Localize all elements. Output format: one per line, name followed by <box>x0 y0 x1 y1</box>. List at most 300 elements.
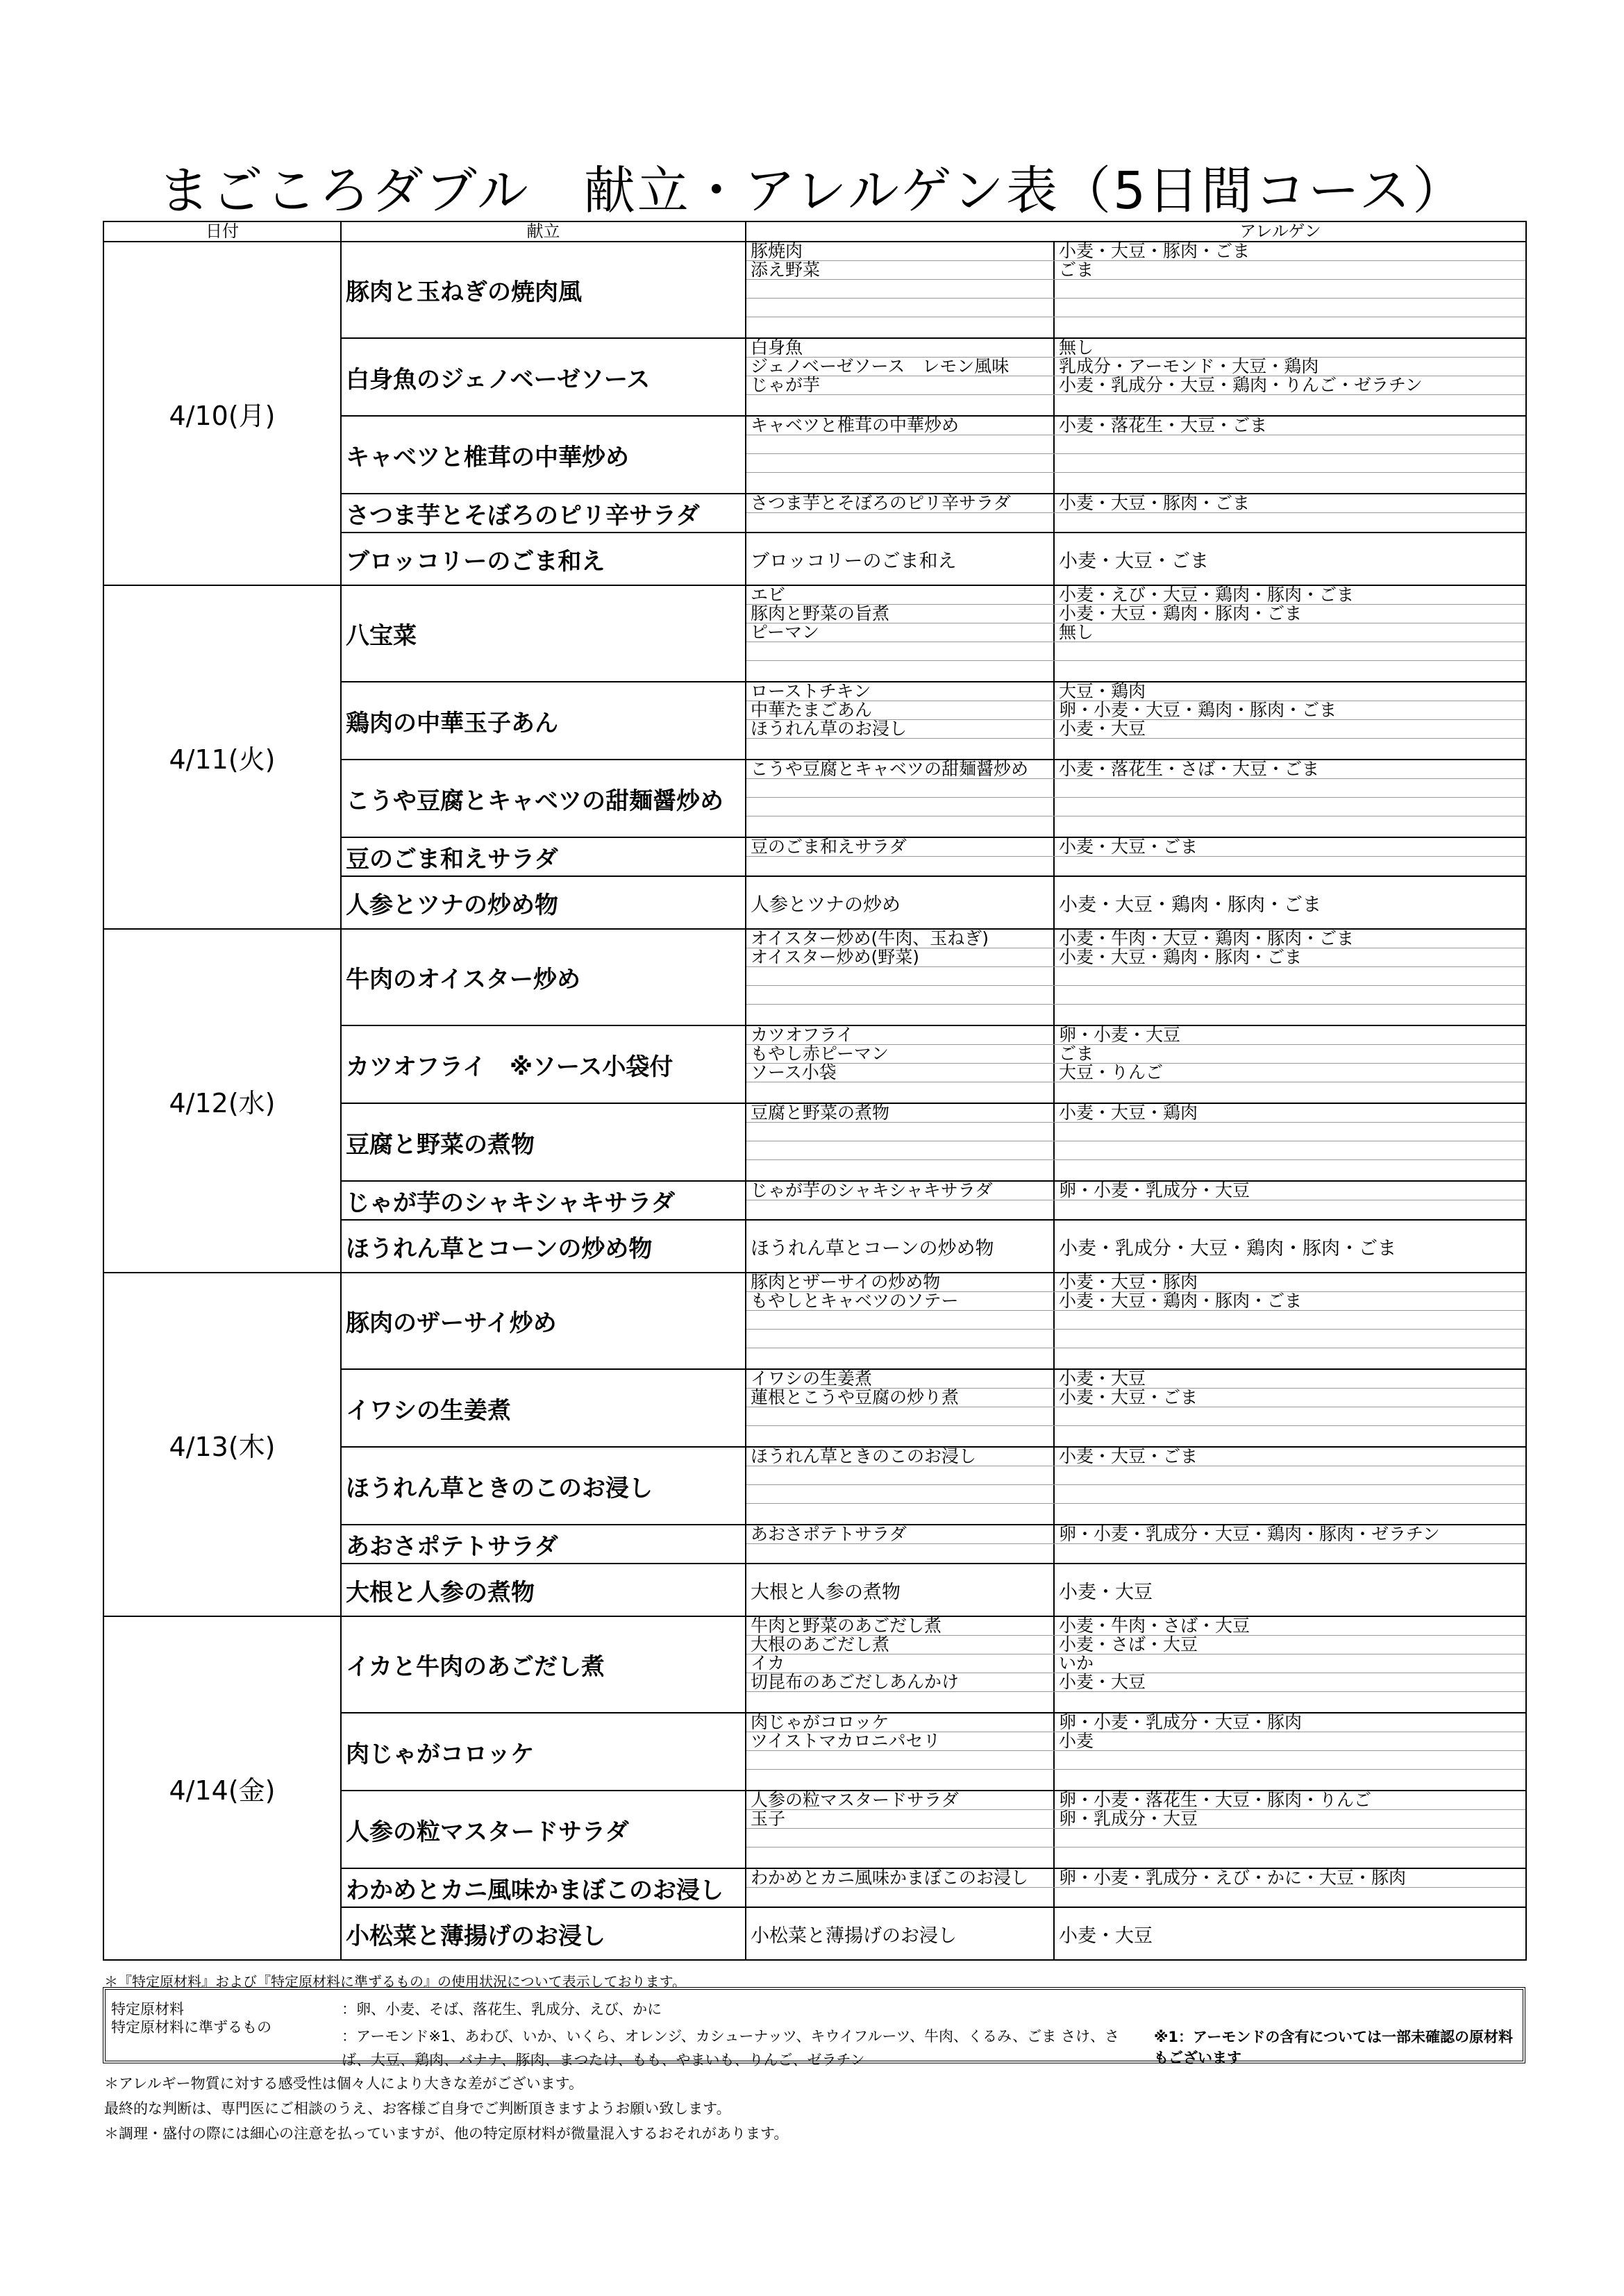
component-cell <box>746 416 1526 494</box>
component-name: ブロッコリーのごま和え <box>746 533 1055 585</box>
component-name <box>746 1005 1055 1025</box>
footer-note-2: 最終的な判断は、専門医にご相談のうえ、お客様ご自身でご判断頂きますようお願い致します。 <box>104 2100 731 2117</box>
component-allergens <box>1055 1311 1525 1329</box>
component-allergens: 卵・小麦・乳成分・えび・かに・大豆・豚肉 <box>1059 1869 1407 1887</box>
table-row <box>103 585 1526 682</box>
component-allergens <box>1055 967 1525 985</box>
component-name <box>746 1200 1055 1219</box>
dish-name: 豆腐と野菜の煮物 <box>341 1103 746 1181</box>
component-line <box>746 1426 1525 1446</box>
component-allergens <box>1055 513 1525 532</box>
component-name <box>746 1311 1055 1329</box>
component-allergens <box>1055 1200 1525 1219</box>
component-allergens: 小麦・大豆・鶏肉・豚肉・ごま <box>1059 605 1303 623</box>
dish-name: ほうれん草ときのこのお浸し <box>341 1447 746 1525</box>
component-line <box>746 816 1525 837</box>
component-allergens: 小麦 <box>1059 1732 1094 1750</box>
component-name: 人参とツナの炒め <box>746 877 1055 928</box>
component-allergens: 小麦・大豆・鶏肉・豚肉・ごま <box>1059 1292 1303 1310</box>
component-line <box>746 513 1525 532</box>
header-allergen-label: アレルゲン <box>1239 221 1321 241</box>
component-name: もやしとキャベツのソテー <box>746 1292 1055 1310</box>
table-row <box>103 929 1526 1025</box>
component-cell <box>746 1273 1526 1369</box>
component-name <box>746 661 1055 681</box>
component-allergens <box>1055 454 1525 472</box>
component-name: 豆腐と野菜の煮物 <box>746 1104 1055 1122</box>
component-name: オイスター炒め(野菜) <box>746 948 1055 966</box>
component-name: ほうれん草ときのこのお浸し <box>746 1448 1055 1466</box>
component-line <box>746 1045 1525 1064</box>
component-name <box>746 299 1055 317</box>
date-cell: 4/12(水) <box>103 929 341 1273</box>
component-line <box>746 1292 1525 1311</box>
component-name: 大根と人参の煮物 <box>746 1564 1055 1616</box>
component-allergens: ごま <box>1059 261 1094 279</box>
component-line <box>746 1348 1525 1368</box>
footer-note-1: ＊アレルギー物質に対する感受性は個々人により大きな差がございます。 <box>104 2075 583 2092</box>
component-line <box>746 1636 1525 1654</box>
dish-name: 豚肉のザーサイ炒め <box>341 1273 746 1369</box>
component-name: オイスター炒め(牛肉、玉ねぎ) <box>746 930 1055 948</box>
component-name: 豆のごま和えサラダ <box>746 838 1055 856</box>
component-allergens: 小麦・さば・大豆 <box>1059 1636 1198 1654</box>
component-name: じゃが芋のシャキシャキサラダ <box>746 1182 1055 1200</box>
component-allergens <box>1055 661 1525 681</box>
component-cell <box>746 1616 1526 1713</box>
component-line <box>746 1504 1525 1524</box>
component-line <box>746 1770 1525 1790</box>
component-name <box>746 317 1055 337</box>
component-allergens <box>1055 798 1525 816</box>
date-cell: 4/13(木) <box>103 1273 341 1616</box>
component-line <box>746 1525 1525 1544</box>
dish-name: わかめとカニ風味かまぼこのお浸し <box>341 1868 746 1907</box>
component-cell <box>746 837 1526 876</box>
component-name: ツイストマカロニパセリ <box>746 1732 1055 1750</box>
component-name <box>746 967 1055 985</box>
component-line <box>746 1005 1525 1025</box>
dish-name: 人参の粒マスタードサラダ <box>341 1791 746 1868</box>
component-name: さつま芋とそぼろのピリ辛サラダ <box>746 494 1055 512</box>
dish-name: ブロッコリーのごま和え <box>341 533 746 585</box>
component-name <box>746 642 1055 660</box>
component-name <box>746 1123 1055 1141</box>
component-line <box>746 1564 1525 1616</box>
component-allergens <box>1055 1426 1525 1446</box>
legend-box <box>103 1987 1525 2068</box>
component-name: 切昆布のあごだしあんかけ <box>746 1673 1055 1691</box>
component-name: ローストチキン <box>746 682 1055 701</box>
component-name: ジェノベーゼソース レモン風味 <box>746 358 1055 376</box>
component-line <box>746 1485 1525 1504</box>
component-name <box>746 1847 1055 1868</box>
component-cell <box>746 585 1526 682</box>
component-allergens <box>1055 317 1525 337</box>
dish-name: イワシの生姜煮 <box>341 1369 746 1447</box>
component-line <box>746 1104 1525 1123</box>
component-line <box>746 280 1525 299</box>
component-allergens: 小麦・乳成分・大豆・鶏肉・豚肉・ごま <box>1059 1237 1396 1259</box>
component-allergens <box>1055 280 1525 298</box>
component-allergens <box>1055 986 1525 1004</box>
component-name: ほうれん草とコーンの炒め物 <box>746 1221 1055 1272</box>
component-name: 蓮根とこうや豆腐の炒り煮 <box>746 1389 1055 1407</box>
component-allergens: 卵・小麦・落花生・大豆・豚肉・りんご <box>1059 1791 1372 1809</box>
component-allergens <box>1055 299 1525 317</box>
component-line <box>746 1829 1525 1847</box>
component-line <box>746 376 1525 395</box>
component-name: ピーマン <box>746 623 1055 642</box>
component-allergens: 小麦・大豆・ごま <box>1059 1389 1198 1407</box>
component-cell <box>746 1713 1526 1791</box>
component-name: エビ <box>746 586 1055 604</box>
component-name <box>746 1544 1055 1563</box>
component-cell <box>746 682 1526 760</box>
component-line <box>746 1064 1525 1082</box>
dish-name: 八宝菜 <box>341 585 746 682</box>
component-name <box>746 435 1055 453</box>
component-allergens: 大豆・鶏肉 <box>1059 682 1146 701</box>
component-allergens <box>1055 1082 1525 1103</box>
component-line <box>746 739 1525 759</box>
component-line <box>746 417 1525 435</box>
component-name <box>746 857 1055 875</box>
dish-name: キャベツと椎茸の中華炒め <box>341 416 746 494</box>
component-line <box>746 1869 1525 1888</box>
component-allergens <box>1055 1485 1525 1503</box>
component-line <box>746 1448 1525 1466</box>
component-name: イワシの生姜煮 <box>746 1370 1055 1388</box>
component-line <box>746 948 1525 967</box>
component-line <box>746 1617 1525 1636</box>
component-line <box>746 454 1525 473</box>
dish-name: じゃが芋のシャキシャキサラダ <box>341 1181 746 1220</box>
component-line <box>746 1311 1525 1330</box>
component-name <box>746 1466 1055 1484</box>
component-line <box>746 986 1525 1005</box>
component-allergens: 小麦・大豆・鶏肉・豚肉・ごま <box>1059 948 1303 966</box>
component-line <box>746 1673 1525 1692</box>
component-allergens: 小麦・乳成分・大豆・鶏肉・りんご・ゼラチン <box>1059 376 1423 394</box>
dish-name: 大根と人参の煮物 <box>341 1564 746 1616</box>
component-allergens <box>1055 816 1525 837</box>
component-line <box>746 642 1525 661</box>
component-allergens <box>1055 1544 1525 1563</box>
component-allergens: 無し <box>1059 623 1094 642</box>
component-allergens: 小麦・大豆・ごま <box>1059 1448 1198 1466</box>
component-allergens <box>1055 435 1525 453</box>
component-name <box>746 513 1055 532</box>
component-cell <box>746 1868 1526 1907</box>
component-allergens: 小麦・大豆・鶏肉・豚肉・ごま <box>1059 894 1321 916</box>
component-name <box>746 1426 1055 1446</box>
component-line <box>746 435 1525 454</box>
component-name: 小松菜と薄揚げのお浸し <box>746 1908 1055 1959</box>
dish-name: あおさポテトサラダ <box>341 1525 746 1564</box>
component-line <box>746 242 1525 261</box>
component-line <box>746 877 1525 928</box>
component-name <box>746 1692 1055 1712</box>
component-name <box>746 473 1055 493</box>
component-name <box>746 280 1055 298</box>
component-cell <box>746 1025 1526 1103</box>
component-name: ソース小袋 <box>746 1064 1055 1082</box>
component-name: イカ <box>746 1654 1055 1673</box>
component-name: 肉じゃがコロッケ <box>746 1713 1055 1732</box>
component-allergens: 小麦・えび・大豆・鶏肉・豚肉・ごま <box>1059 586 1355 604</box>
component-name <box>746 1082 1055 1103</box>
legend-label-specific: 特定原材料 <box>111 2001 184 2018</box>
menu-allergen-table <box>103 221 1527 1961</box>
component-line <box>746 1654 1525 1673</box>
legend-value-specific: ：卵、小麦、そば、落花生、乳成分、えび、かに <box>342 2001 662 2018</box>
component-name <box>746 1141 1055 1159</box>
header-allergen <box>746 221 1526 242</box>
dish-name: 牛肉のオイスター炒め <box>341 929 746 1025</box>
component-line <box>746 779 1525 798</box>
component-line <box>746 623 1525 642</box>
component-name: 豚肉とザーサイの炒め物 <box>746 1273 1055 1291</box>
component-name: カツオフライ <box>746 1026 1055 1044</box>
component-allergens: 小麦・大豆・鶏肉 <box>1059 1104 1198 1122</box>
component-allergens: 卵・小麦・乳成分・大豆・鶏肉・豚肉・ゼラチン <box>1059 1525 1440 1543</box>
component-line <box>746 1407 1525 1426</box>
component-allergens: 小麦・大豆 <box>1059 1370 1146 1388</box>
component-name: 牛肉と野菜のあごだし煮 <box>746 1617 1055 1635</box>
component-allergens: ごま <box>1059 1045 1094 1063</box>
component-allergens: 小麦・大豆・豚肉・ごま <box>1059 242 1250 260</box>
table-row <box>103 1616 1526 1713</box>
legend-value-quasi: ：アーモンド※1、あわび、いか、いくら、オレンジ、カシューナッツ、キウイフルーツ、牛肉、くるみ、ごま さけ、さば、大豆、鶏肉、バナナ、豚肉、まつたけ、もも、やまいも、りんご、ゼラチン <box>342 2028 1119 2068</box>
dish-name: さつま芋とそぼろのピリ辛サラダ <box>341 494 746 533</box>
component-line <box>746 760 1525 779</box>
page-title: まごころダブル 献立・アレルゲン表（5日間コース） <box>158 161 1466 221</box>
component-allergens <box>1055 1330 1525 1348</box>
table-row <box>103 1273 1526 1369</box>
component-allergens: 小麦・大豆 <box>1059 1581 1153 1603</box>
dish-name: イカと牛肉のあごだし煮 <box>341 1616 746 1713</box>
component-allergens <box>1055 739 1525 759</box>
component-allergens <box>1055 857 1525 875</box>
component-allergens <box>1055 1123 1525 1141</box>
component-name <box>746 1485 1055 1503</box>
component-name <box>746 816 1055 837</box>
component-allergens: 小麦・落花生・さば・大豆・ごま <box>1059 760 1320 778</box>
component-cell <box>746 1791 1526 1868</box>
component-cell <box>746 1103 1526 1181</box>
component-line <box>746 1751 1525 1770</box>
footer-note-3: ＊調理・盛付の際には細心の注意を払っていますが、他の特定原材料が微量混入するおそれがあります。 <box>104 2125 789 2142</box>
component-line <box>746 857 1525 875</box>
component-name <box>746 1829 1055 1847</box>
component-name: こうや豆腐とキャベツの甜麺醤炒め <box>746 760 1055 778</box>
table-body <box>103 242 1526 1960</box>
component-name <box>746 1407 1055 1425</box>
component-line <box>746 586 1525 605</box>
component-name <box>746 1770 1055 1790</box>
dish-name: ほうれん草とコーンの炒め物 <box>341 1220 746 1273</box>
component-name: 豚肉と野菜の旨煮 <box>746 605 1055 623</box>
component-name: 白身魚 <box>746 339 1055 357</box>
component-allergens <box>1055 1348 1525 1368</box>
component-allergens: 小麦・大豆 <box>1059 1673 1146 1691</box>
component-line <box>746 1791 1525 1810</box>
component-line <box>746 1908 1525 1959</box>
component-line <box>746 358 1525 376</box>
component-line <box>746 1732 1525 1751</box>
footnote-top: ＊『特定原材料』および『特定原材料に準ずるもの』の使用状況について表示しております。 <box>104 1973 686 1990</box>
component-allergens: 卵・小麦・大豆・鶏肉・豚肉・ごま <box>1059 701 1337 719</box>
dish-name: カツオフライ ※ソース小袋付 <box>341 1025 746 1103</box>
component-cell <box>746 1907 1526 1960</box>
component-line <box>746 533 1525 585</box>
component-allergens: 無し <box>1059 339 1094 357</box>
component-allergens: 小麦・大豆・豚肉・ごま <box>1059 494 1250 512</box>
dish-name: 肉じゃがコロッケ <box>341 1713 746 1791</box>
component-line <box>746 1692 1525 1712</box>
component-allergens: 小麦・大豆 <box>1059 720 1146 738</box>
component-line <box>746 1544 1525 1563</box>
component-allergens: 卵・小麦・乳成分・大豆・豚肉 <box>1059 1713 1303 1732</box>
component-name: ほうれん草のお浸し <box>746 720 1055 738</box>
component-allergens: 小麦・落花生・大豆・ごま <box>1059 417 1268 435</box>
component-cell <box>746 338 1526 416</box>
component-line <box>746 1330 1525 1348</box>
component-line <box>746 1847 1525 1868</box>
component-cell <box>746 1220 1526 1273</box>
component-allergens: 卵・小麦・乳成分・大豆 <box>1059 1182 1250 1200</box>
component-line <box>746 1123 1525 1141</box>
component-line <box>746 1200 1525 1219</box>
component-name: あおさポテトサラダ <box>746 1525 1055 1543</box>
component-name <box>746 1888 1055 1907</box>
header-menu: 献立 <box>341 221 746 242</box>
date-cell: 4/10(月) <box>103 242 341 585</box>
component-allergens <box>1055 1847 1525 1868</box>
component-allergens <box>1055 1770 1525 1790</box>
component-cell <box>746 1525 1526 1564</box>
component-line <box>746 1370 1525 1389</box>
component-allergens <box>1055 642 1525 660</box>
component-line <box>746 1160 1525 1180</box>
component-line <box>746 701 1525 720</box>
component-allergens: 乳成分・アーモンド・大豆・鶏肉 <box>1059 358 1319 376</box>
component-allergens: 卵・乳成分・大豆 <box>1059 1810 1198 1828</box>
dish-name: 小松菜と薄揚げのお浸し <box>341 1907 746 1960</box>
component-name: 大根のあごだし煮 <box>746 1636 1055 1654</box>
component-allergens: 小麦・牛肉・大豆・鶏肉・豚肉・ごま <box>1059 930 1355 948</box>
header-date: 日付 <box>103 221 341 242</box>
component-cell <box>746 1447 1526 1525</box>
component-allergens <box>1055 1005 1525 1025</box>
dish-name: 鶏肉の中華玉子あん <box>341 682 746 760</box>
dish-name: 豚肉と玉ねぎの焼肉風 <box>341 242 746 338</box>
component-line <box>746 1466 1525 1485</box>
component-allergens <box>1055 1407 1525 1425</box>
component-line <box>746 261 1525 280</box>
component-allergens <box>1055 1160 1525 1180</box>
component-name <box>746 1504 1055 1524</box>
component-name <box>746 779 1055 797</box>
component-allergens <box>1055 1888 1525 1907</box>
component-line <box>746 1182 1525 1200</box>
component-line <box>746 661 1525 681</box>
component-cell <box>746 760 1526 837</box>
component-name: キャベツと椎茸の中華炒め <box>746 417 1055 435</box>
component-cell <box>746 533 1526 585</box>
component-allergens <box>1055 779 1525 797</box>
component-allergens: 小麦・大豆 <box>1059 1925 1153 1947</box>
component-line <box>746 395 1525 415</box>
component-allergens: 大豆・りんご <box>1059 1064 1164 1082</box>
component-cell <box>746 1564 1526 1616</box>
component-name <box>746 986 1055 1004</box>
legend-label-quasi: 特定原材料に準ずるもの <box>111 2019 271 2036</box>
component-line <box>746 317 1525 337</box>
component-line <box>746 1888 1525 1907</box>
component-line <box>746 720 1525 739</box>
component-line <box>746 682 1525 701</box>
legend-almond-note: ※1：アーモンドの含有については一部未確認の原材料もございます <box>1154 2029 1513 2066</box>
component-allergens <box>1055 1692 1525 1712</box>
component-name: わかめとカニ風味かまぼこのお浸し <box>746 1869 1055 1887</box>
table-row <box>103 242 1526 338</box>
component-line <box>746 494 1525 513</box>
component-allergens <box>1055 1141 1525 1159</box>
component-line <box>746 299 1525 317</box>
component-allergens <box>1055 1829 1525 1847</box>
component-allergens: 卵・小麦・大豆 <box>1059 1026 1181 1044</box>
component-line <box>746 1713 1525 1732</box>
date-cell: 4/14(金) <box>103 1616 341 1960</box>
component-line <box>746 473 1525 493</box>
date-cell: 4/11(火) <box>103 585 341 929</box>
component-name <box>746 1330 1055 1348</box>
component-cell <box>746 494 1526 533</box>
component-line <box>746 1141 1525 1160</box>
component-line <box>746 605 1525 623</box>
component-cell <box>746 242 1526 338</box>
dish-name: こうや豆腐とキャベツの甜麺醤炒め <box>341 760 746 837</box>
table-header-row <box>103 221 1526 242</box>
component-line <box>746 1026 1525 1045</box>
component-name: 人参の粒マスタードサラダ <box>746 1791 1055 1809</box>
component-name: 豚焼肉 <box>746 242 1055 260</box>
component-allergens <box>1055 1466 1525 1484</box>
dish-name: 人参とツナの炒め物 <box>341 876 746 929</box>
component-name <box>746 454 1055 472</box>
component-allergens: 小麦・大豆・ごま <box>1059 550 1209 572</box>
component-name: 玉子 <box>746 1810 1055 1828</box>
component-line <box>746 798 1525 816</box>
component-line <box>746 1810 1525 1829</box>
component-cell <box>746 929 1526 1025</box>
component-name: 中華たまごあん <box>746 701 1055 719</box>
component-line <box>746 339 1525 358</box>
component-name: 添え野菜 <box>746 261 1055 279</box>
component-allergens <box>1055 1751 1525 1769</box>
component-allergens <box>1055 1504 1525 1524</box>
component-allergens <box>1055 395 1525 415</box>
component-allergens <box>1055 473 1525 493</box>
component-cell <box>746 1181 1526 1220</box>
component-cell <box>746 876 1526 929</box>
component-line <box>746 1221 1525 1272</box>
component-allergens: 小麦・大豆・ごま <box>1059 838 1198 856</box>
component-line <box>746 1389 1525 1407</box>
dish-name: 豆のごま和えサラダ <box>341 837 746 876</box>
